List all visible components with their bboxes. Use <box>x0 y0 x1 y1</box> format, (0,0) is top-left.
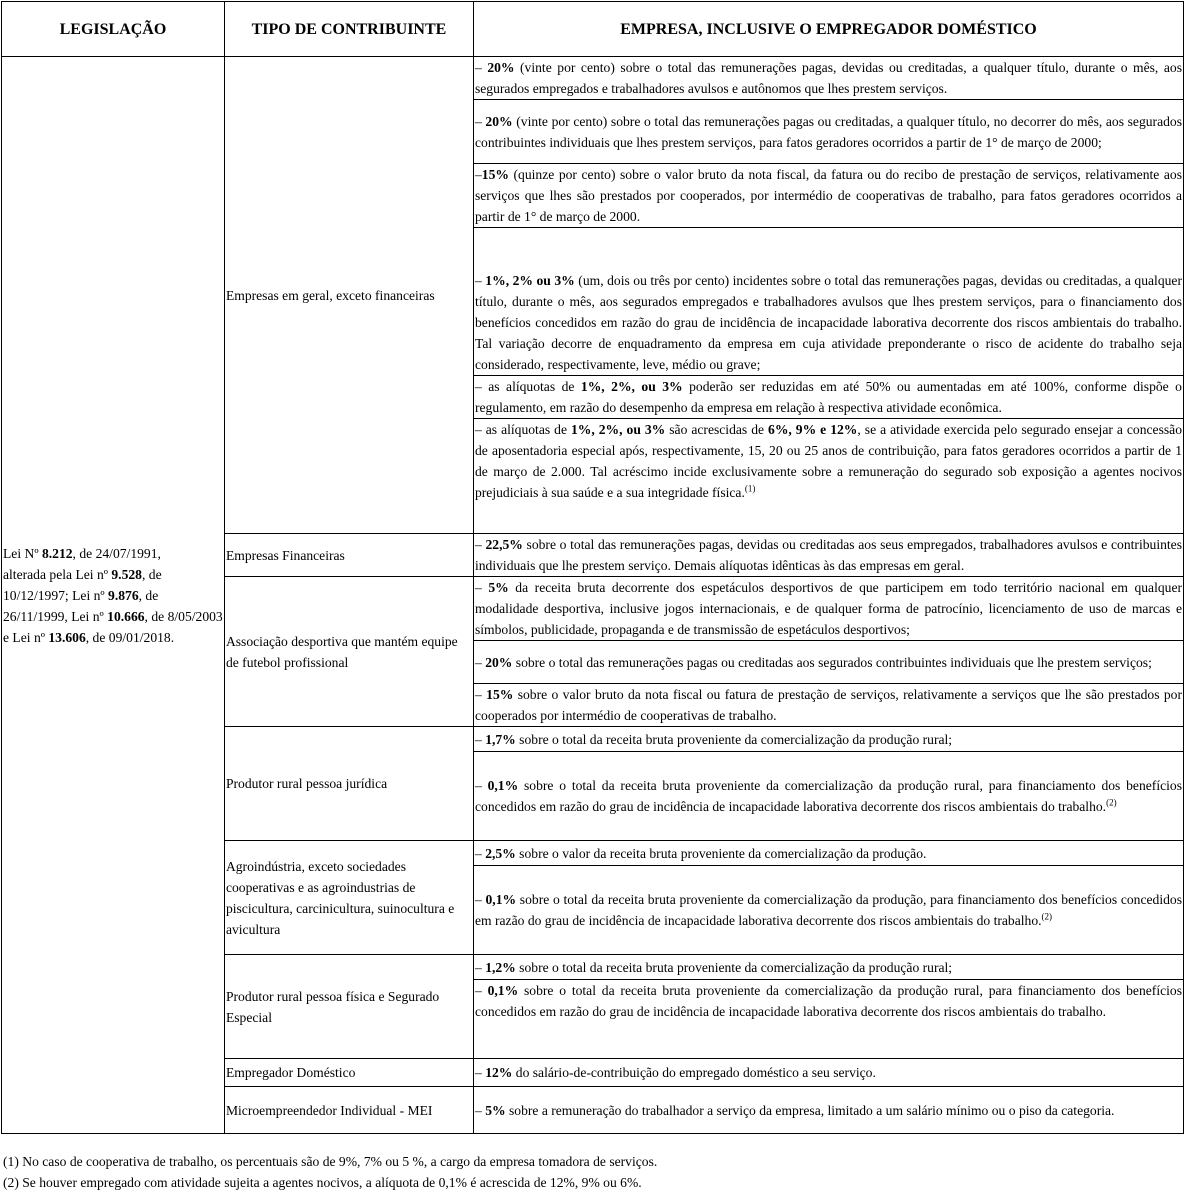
rate-row: – 15% sobre o valor bruto da nota fiscal ou fatura de prestação de serviços, relativamente a serviços que lhe são prestados por cooperados por intermédio de cooperativas de trabalho. <box>473 684 1183 727</box>
tipo-empregador-domestico: Empregador Doméstico <box>224 1059 473 1087</box>
tipo-empresas-financeiras: Empresas Financeiras <box>224 534 473 577</box>
rate-row: –15% (quinze por cento) sobre o valor bruto da nota fiscal, da fatura ou do recibo de prestação de serviços, relativamente aos serviços que lhes são prestados por cooperados, por intermédio de cooperativas de trabalho, para fatos geradores ocorridos a partir de 1° de março de 2000. <box>473 164 1183 228</box>
rate-row: – 20% (vinte por cento) sobre o total das remunerações pagas ou creditadas, a qualquer título, no decorrer do mês, aos segurados contribuintes individuais que lhes prestem serviços, para fatos geradores ocorridos a partir de 1° de março de 2000; <box>473 100 1183 164</box>
header-tipo-contribuinte: TIPO DE CONTRIBUINTE <box>224 2 473 57</box>
tipo-produtor-rural-pf: Produtor rural pessoa física e Segurado Especial <box>224 955 473 1059</box>
footnote-1: (1) No caso de cooperativa de trabalho, os percentuais são de 9%, 7% ou 5 %, a cargo da empresa tomadora de serviços. <box>3 1154 658 1169</box>
rate-row: – as alíquotas de 1%, 2%, ou 3% são acrescidas de 6%, 9% e 12%, se a atividade exercida pelo segurado ensejar a concessão de aposentadoria especial após, respectivamente, 15, 20 ou 25 anos de contribuição, para fatos geradores ocorridos a partir de 1 de março de 2.000. Tal acréscimo incide exclusivamente sobre a remuneração do segurado sob exposição a agentes nocivos prejudiciais à sua saúde e a sua integridade física.$^{(1)}$ <box>473 419 1183 534</box>
contribution-rates-table <box>1 1 1184 1134</box>
rate-row: – 20% sobre o total das remunerações pagas ou creditadas aos segurados contribuintes individuais que lhe prestem serviços; <box>473 641 1183 684</box>
rate-row: – 2,5% sobre o valor da receita bruta proveniente da comercialização da produção. <box>473 841 1183 866</box>
tipo-empresas-em-geral: Empresas em geral, exceto financeiras <box>224 57 473 534</box>
rate-row: – 20% (vinte por cento) sobre o total das remunerações pagas, devidas ou creditadas, a qualquer título, durante o mês, aos segurados empregados e trabalhadores avulsos e autônomos que lhes prestem serviços. <box>473 57 1183 100</box>
header-legislacao: LEGISLAÇÃO <box>2 2 225 57</box>
rate-row: – 1%, 2% ou 3% (um, dois ou três por cento) incidentes sobre o total das remunerações pagas, devidas ou creditadas, a qualquer título, durante o mês, aos segurados empregados e trabalhadores avulsos que lhes prestem serviços, para o financiamento dos benefícios concedidos em razão do grau de incidência de incapacidade laborativa decorrente dos riscos ambientais do trabalho. Tal variação decorre de enquadramento da empresa em cuja atividade preponderante o risco de acidente do trabalho seja considerado, respectivamente, leve, médio ou grave; <box>473 228 1183 376</box>
footnotes <box>3 1151 657 1193</box>
rate-row: – 12% do salário-de-contribuição do empregado doméstico a seu serviço. <box>473 1059 1183 1087</box>
footnote-2: (2) Se houver empregado com atividade sujeita a agentes nocivos, a alíquota de 0,1% é acrescida de 12%, 9% ou 6%. <box>3 1175 642 1190</box>
tipo-agroindustria: Agroindústria, exceto sociedades cooperativas e as agroindustrias de piscicultura, carcinicultura, suinocultura e avicultura <box>224 841 473 955</box>
header-empresa: EMPRESA, INCLUSIVE O EMPREGADOR DOMÉSTICO <box>473 2 1183 57</box>
tipo-produtor-rural-pj: Produtor rural pessoa jurídica <box>224 727 473 841</box>
rate-row: – 5% sobre a remuneração do trabalhador a serviço da empresa, limitado a um salário mínimo ou o piso da categoria. <box>473 1087 1183 1134</box>
tipo-mei: Microempreendedor Individual - MEI <box>224 1087 473 1134</box>
rate-row: – 0,1% sobre o total da receita bruta proveniente da comercialização da produção, para financiamento dos benefícios concedidos em razão do grau de incidência de incapacidade laborativa decorrente dos riscos ambientais do trabalho.$^{(2)}$ <box>473 866 1183 955</box>
rate-row: – 0,1% sobre o total da receita bruta proveniente da comercialização da produção rural, para financiamento dos benefícios concedidos em razão do grau de incidência de incapacidade laborativa decorrente dos riscos ambientais do trabalho.$^{(2)}$ <box>473 752 1183 841</box>
rate-row: – 22,5% sobre o total das remunerações pagas, devidas ou creditadas aos seus empregados, trabalhadores avulsos e contribuintes individuais que lhe prestem serviço. Demais alíquotas idênticas às das empresas em geral. <box>473 534 1183 577</box>
tipo-associacao-desportiva: Associação desportiva que mantém equipe de futebol profissional <box>224 577 473 727</box>
legislacao-cell: Lei Nº 8.212, de 24/07/1991, alterada pela Lei nº 9.528, de 10/12/1997; Lei nº 9.876, de 26/11/1999, Lei nº 10.666, de 8/05/2003 e Lei nº 13.606, de 09/01/2018. <box>2 57 225 1134</box>
rate-row: – as alíquotas de 1%, 2%, ou 3% poderão ser reduzidas em até 50% ou aumentadas em até 100%, conforme dispõe o regulamento, em razão do desempenho da empresa em relação à respectiva atividade econômica. <box>473 376 1183 419</box>
rate-row: – 1,2% sobre o total da receita bruta proveniente da comercialização da produção rural; <box>473 955 1183 980</box>
rate-row: – 1,7% sobre o total da receita bruta proveniente da comercialização da produção rural; <box>473 727 1183 752</box>
table-header-row <box>2 2 1184 57</box>
rate-row: – 0,1% sobre o total da receita bruta proveniente da comercialização da produção rural, para financiamento dos benefícios concedidos em razão do grau de incidência de incapacidade laborativa decorrente dos riscos ambientais do trabalho. <box>473 980 1183 1059</box>
rate-row: – 5% da receita bruta decorrente dos espetáculos desportivos de que participem em todo território nacional em qualquer modalidade desportiva, inclusive jogos internacionais, e de qualquer forma de patrocínio, licenciamento de uso de marcas e símbolos, publicidade, propaganda e de transmissão de espetáculos desportivos; <box>473 577 1183 641</box>
table-row <box>2 57 1184 100</box>
